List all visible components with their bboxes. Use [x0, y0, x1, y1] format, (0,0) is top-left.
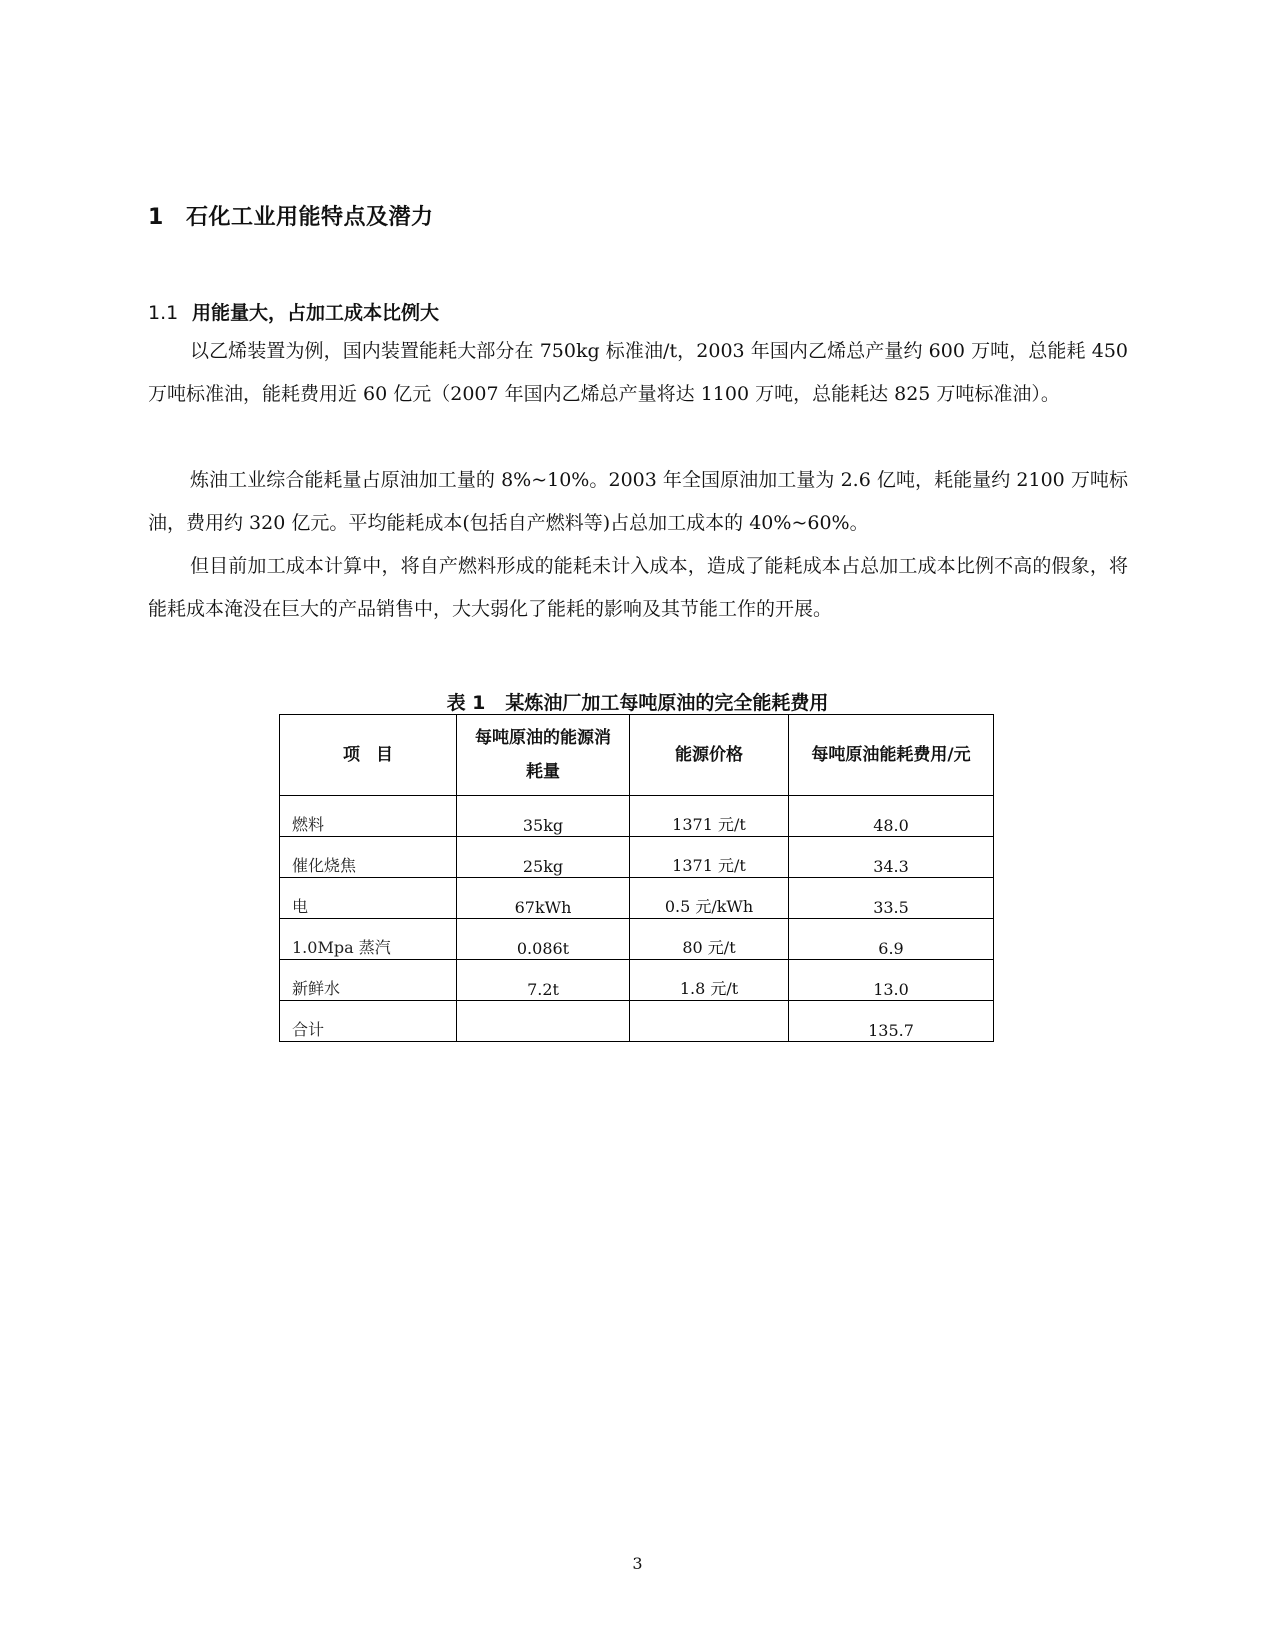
section-number: 1 — [148, 205, 164, 230]
table-row — [280, 878, 994, 919]
cell-item: 电 — [280, 878, 457, 919]
table-total-row — [280, 1001, 994, 1042]
header-item — [280, 715, 457, 796]
cell-price — [630, 1001, 789, 1042]
section-title: 石化工业用能特点及潜力 — [186, 205, 434, 230]
cell-item: 燃料 — [280, 796, 457, 837]
cell-item: 1.0Mpa 蒸汽 — [280, 919, 457, 960]
cell-consumption: 35kg — [457, 796, 630, 837]
header-item-part2: 目 — [376, 745, 393, 765]
section-heading — [148, 200, 434, 231]
cell-consumption: 7.2t — [457, 960, 630, 1001]
table-row — [280, 919, 994, 960]
table-caption-label: 表 1 — [446, 692, 486, 714]
cell-price: 1.8 元/t — [630, 960, 789, 1001]
page-number: 3 — [632, 1554, 643, 1573]
cell-item: 合计 — [280, 1001, 457, 1042]
table-row — [280, 837, 994, 878]
cell-cost: 33.5 — [789, 878, 994, 919]
cell-price: 1371 元/t — [630, 796, 789, 837]
table-row — [280, 960, 994, 1001]
cell-price: 0.5 元/kWh — [630, 878, 789, 919]
table-row — [280, 796, 994, 837]
paragraph-cost-accounting: 但目前加工成本计算中，将自产燃料形成的能耗未计入成本，造成了能耗成本占总加工成本比例不高的假象，将能耗成本淹没在巨大的产品销售中，大大弱化了能耗的影响及其节能工作的开展。 — [148, 555, 1128, 620]
header-consumption: 每吨原油的能源消耗量 — [457, 715, 630, 796]
header-item-part1: 项 — [343, 745, 360, 765]
table-caption — [0, 688, 1275, 715]
cell-price: 80 元/t — [630, 919, 789, 960]
cell-consumption — [457, 1001, 630, 1042]
subsection-title: 用能量大，占加工成本比例大 — [192, 302, 440, 324]
table-caption-title: 某炼油厂加工每吨原油的完全能耗费用 — [505, 692, 829, 714]
header-energy-price: 能源价格 — [630, 715, 789, 796]
cell-cost: 13.0 — [789, 960, 994, 1001]
cell-consumption: 67kWh — [457, 878, 630, 919]
energy-cost-table — [279, 714, 994, 1042]
cell-cost: 6.9 — [789, 919, 994, 960]
cell-consumption: 25kg — [457, 837, 630, 878]
cell-item: 催化烧焦 — [280, 837, 457, 878]
subsection-heading — [148, 298, 439, 325]
cell-cost: 34.3 — [789, 837, 994, 878]
cell-price: 1371 元/t — [630, 837, 789, 878]
cell-cost: 48.0 — [789, 796, 994, 837]
cell-consumption: 0.086t — [457, 919, 630, 960]
header-energy-cost: 每吨原油能耗费用/元 — [789, 715, 994, 796]
cell-item: 新鲜水 — [280, 960, 457, 1001]
cell-cost: 135.7 — [789, 1001, 994, 1042]
table-header-row — [280, 715, 994, 796]
subsection-number: 1.1 — [148, 302, 179, 324]
paragraph-refining: 炼油工业综合能耗量占原油加工量的 8%~10%。2003 年全国原油加工量为 2.6 亿吨，耗能量约 2100 万吨标油，费用约 320 亿元。平均能耗成本(包括自产燃料等)占总加工成本的 40%~60%。 — [148, 469, 1128, 534]
paragraph-ethylene: 以乙烯装置为例，国内装置能耗大部分在 750kg 标准油/t，2003 年国内乙烯总产量约 600 万吨，总能耗 450 万吨标准油，能耗费用近 60 亿元（2007 年国内乙烯总产量将达 1100 万吨，总能耗达 825 万吨标准油）。 — [148, 340, 1128, 405]
